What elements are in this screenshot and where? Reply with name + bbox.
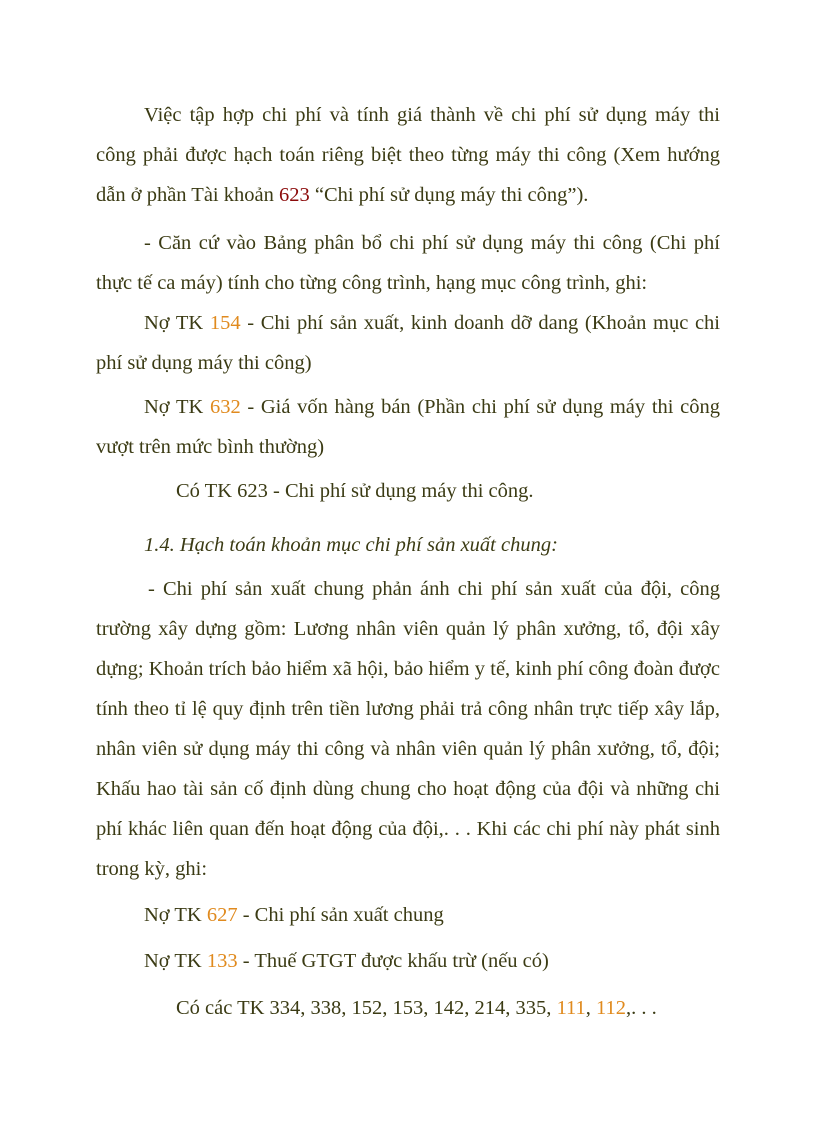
text: Nợ TK xyxy=(144,312,210,334)
text: , xyxy=(585,997,597,1019)
text: Nợ TK xyxy=(144,950,207,972)
entry-credit-accounts xyxy=(176,988,736,1028)
entry-debit-627 xyxy=(144,895,444,935)
text: - Thuế GTGT được khấu trừ (nếu có) xyxy=(237,950,549,972)
paragraph-general-overhead: - Chi phí sản xuất chung phản ánh chi phí sản xuất của đội, công trường xây dựng gồm: Lương nhân viên quản lý phân xưởng, tổ, đội xây dựng; Khoản trích bảo hiểm xã hội, bảo hiểm y tế, kinh phí công đoàn được tính theo tỉ lệ quy định trên tiền lương phải trả công nhân trực tiếp xây lắp, nhân viên sử dụng máy thi công và nhân viên quản lý phân xưởng, tổ, đội; Khấu hao tài sản cố định dùng chung cho hoạt động của đội và những chi phí khác liên quan đến hoạt động của đội,. . . Khi các chi phí này phát sinh trong kỳ, ghi: xyxy=(96,578,720,880)
account-link-112[interactable]: 112 xyxy=(596,997,627,1019)
text: - Chi phí sản xuất chung xyxy=(237,904,444,926)
text: Có các TK 334, 338, 152, 153, 142, 214, 335, xyxy=(176,997,557,1019)
entry-debit-154 xyxy=(96,303,720,383)
account-link-133[interactable]: 133 xyxy=(206,950,238,972)
account-link-623[interactable]: 623 xyxy=(278,184,310,206)
text: Việc tập hợp chi phí và tính giá thành về chi phí sử dụng máy thi công phải được hạch toán riêng biệt theo từng máy thi công (Xem hướng dẫn ở phần Tài khoản xyxy=(96,104,720,206)
text: Nợ TK xyxy=(144,904,207,926)
account-link-632[interactable]: 632 xyxy=(209,396,241,418)
account-link-111[interactable]: 111 xyxy=(556,997,586,1019)
text: - Chi phí sản xuất, kinh doanh dỡ dang (Khoản mục chi phí sử dụng máy thi công) xyxy=(96,312,720,374)
entry-debit-133 xyxy=(144,941,549,981)
text: - Giá vốn hàng bán (Phần chi phí sử dụng máy thi công vượt trên mức bình thường) xyxy=(96,396,720,458)
entry-debit-632 xyxy=(96,387,720,467)
account-link-154[interactable]: 154 xyxy=(209,312,241,334)
text: ,. . . xyxy=(626,997,657,1019)
paragraph-machine-cost-intro xyxy=(96,95,720,215)
account-link-627[interactable]: 627 xyxy=(206,904,238,926)
text: “Chi phí sử dụng máy thi công”). xyxy=(309,184,589,206)
paragraph-allocation: - Căn cứ vào Bảng phân bổ chi phí sử dụng máy thi công (Chi phí thực tế ca máy) tính cho từng công trình, hạng mục công trình, ghi: xyxy=(96,232,720,294)
entry-credit-623: Có TK 623 - Chi phí sử dụng máy thi công. xyxy=(176,480,534,502)
section-heading-1-4: 1.4. Hạch toán khoản mục chi phí sản xuất chung: xyxy=(144,534,558,556)
text: Nợ TK xyxy=(144,396,210,418)
